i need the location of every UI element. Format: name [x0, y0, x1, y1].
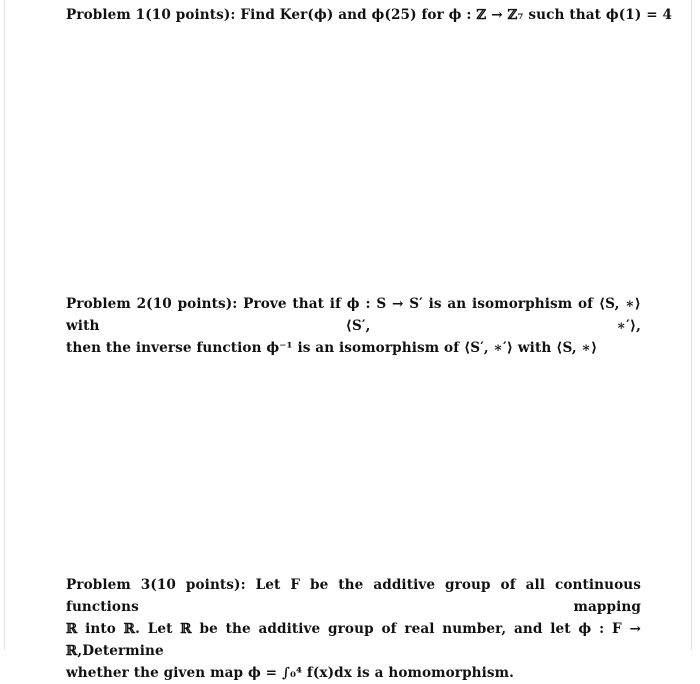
problem-3-line-3: whether the given map ϕ = ∫₀⁴ f(x)dx is a homomorphism. — [66, 665, 514, 681]
problem-2 — [66, 293, 641, 359]
problem-3 — [66, 574, 641, 684]
problem-3-line-1: Problem 3(10 points): Let F be the additive group of all continuous functions mapping — [66, 577, 641, 615]
page-left-border — [4, 0, 5, 650]
page-right-border — [691, 0, 692, 650]
problem-2-line-1: Problem 2(10 points): Prove that if ϕ : S → S′ is an isomorphism of ⟨S, ∗⟩ with ⟨S′, ∗′⟩, — [66, 296, 641, 334]
problem-1 — [66, 4, 673, 26]
problem-2-line-2: then the inverse function ϕ⁻¹ is an isomorphism of ⟨S′, ∗′⟩ with ⟨S, ∗⟩ — [66, 340, 598, 356]
problem-1-line-1: Problem 1(10 points): Find Ker(ϕ) and ϕ(25) for ϕ : ℤ → ℤ₇ such that ϕ(1) = 4 — [66, 7, 673, 23]
problem-3-line-2: ℝ into ℝ. Let ℝ be the additive group of real number, and let ϕ : F → ℝ,Determine — [66, 621, 641, 659]
